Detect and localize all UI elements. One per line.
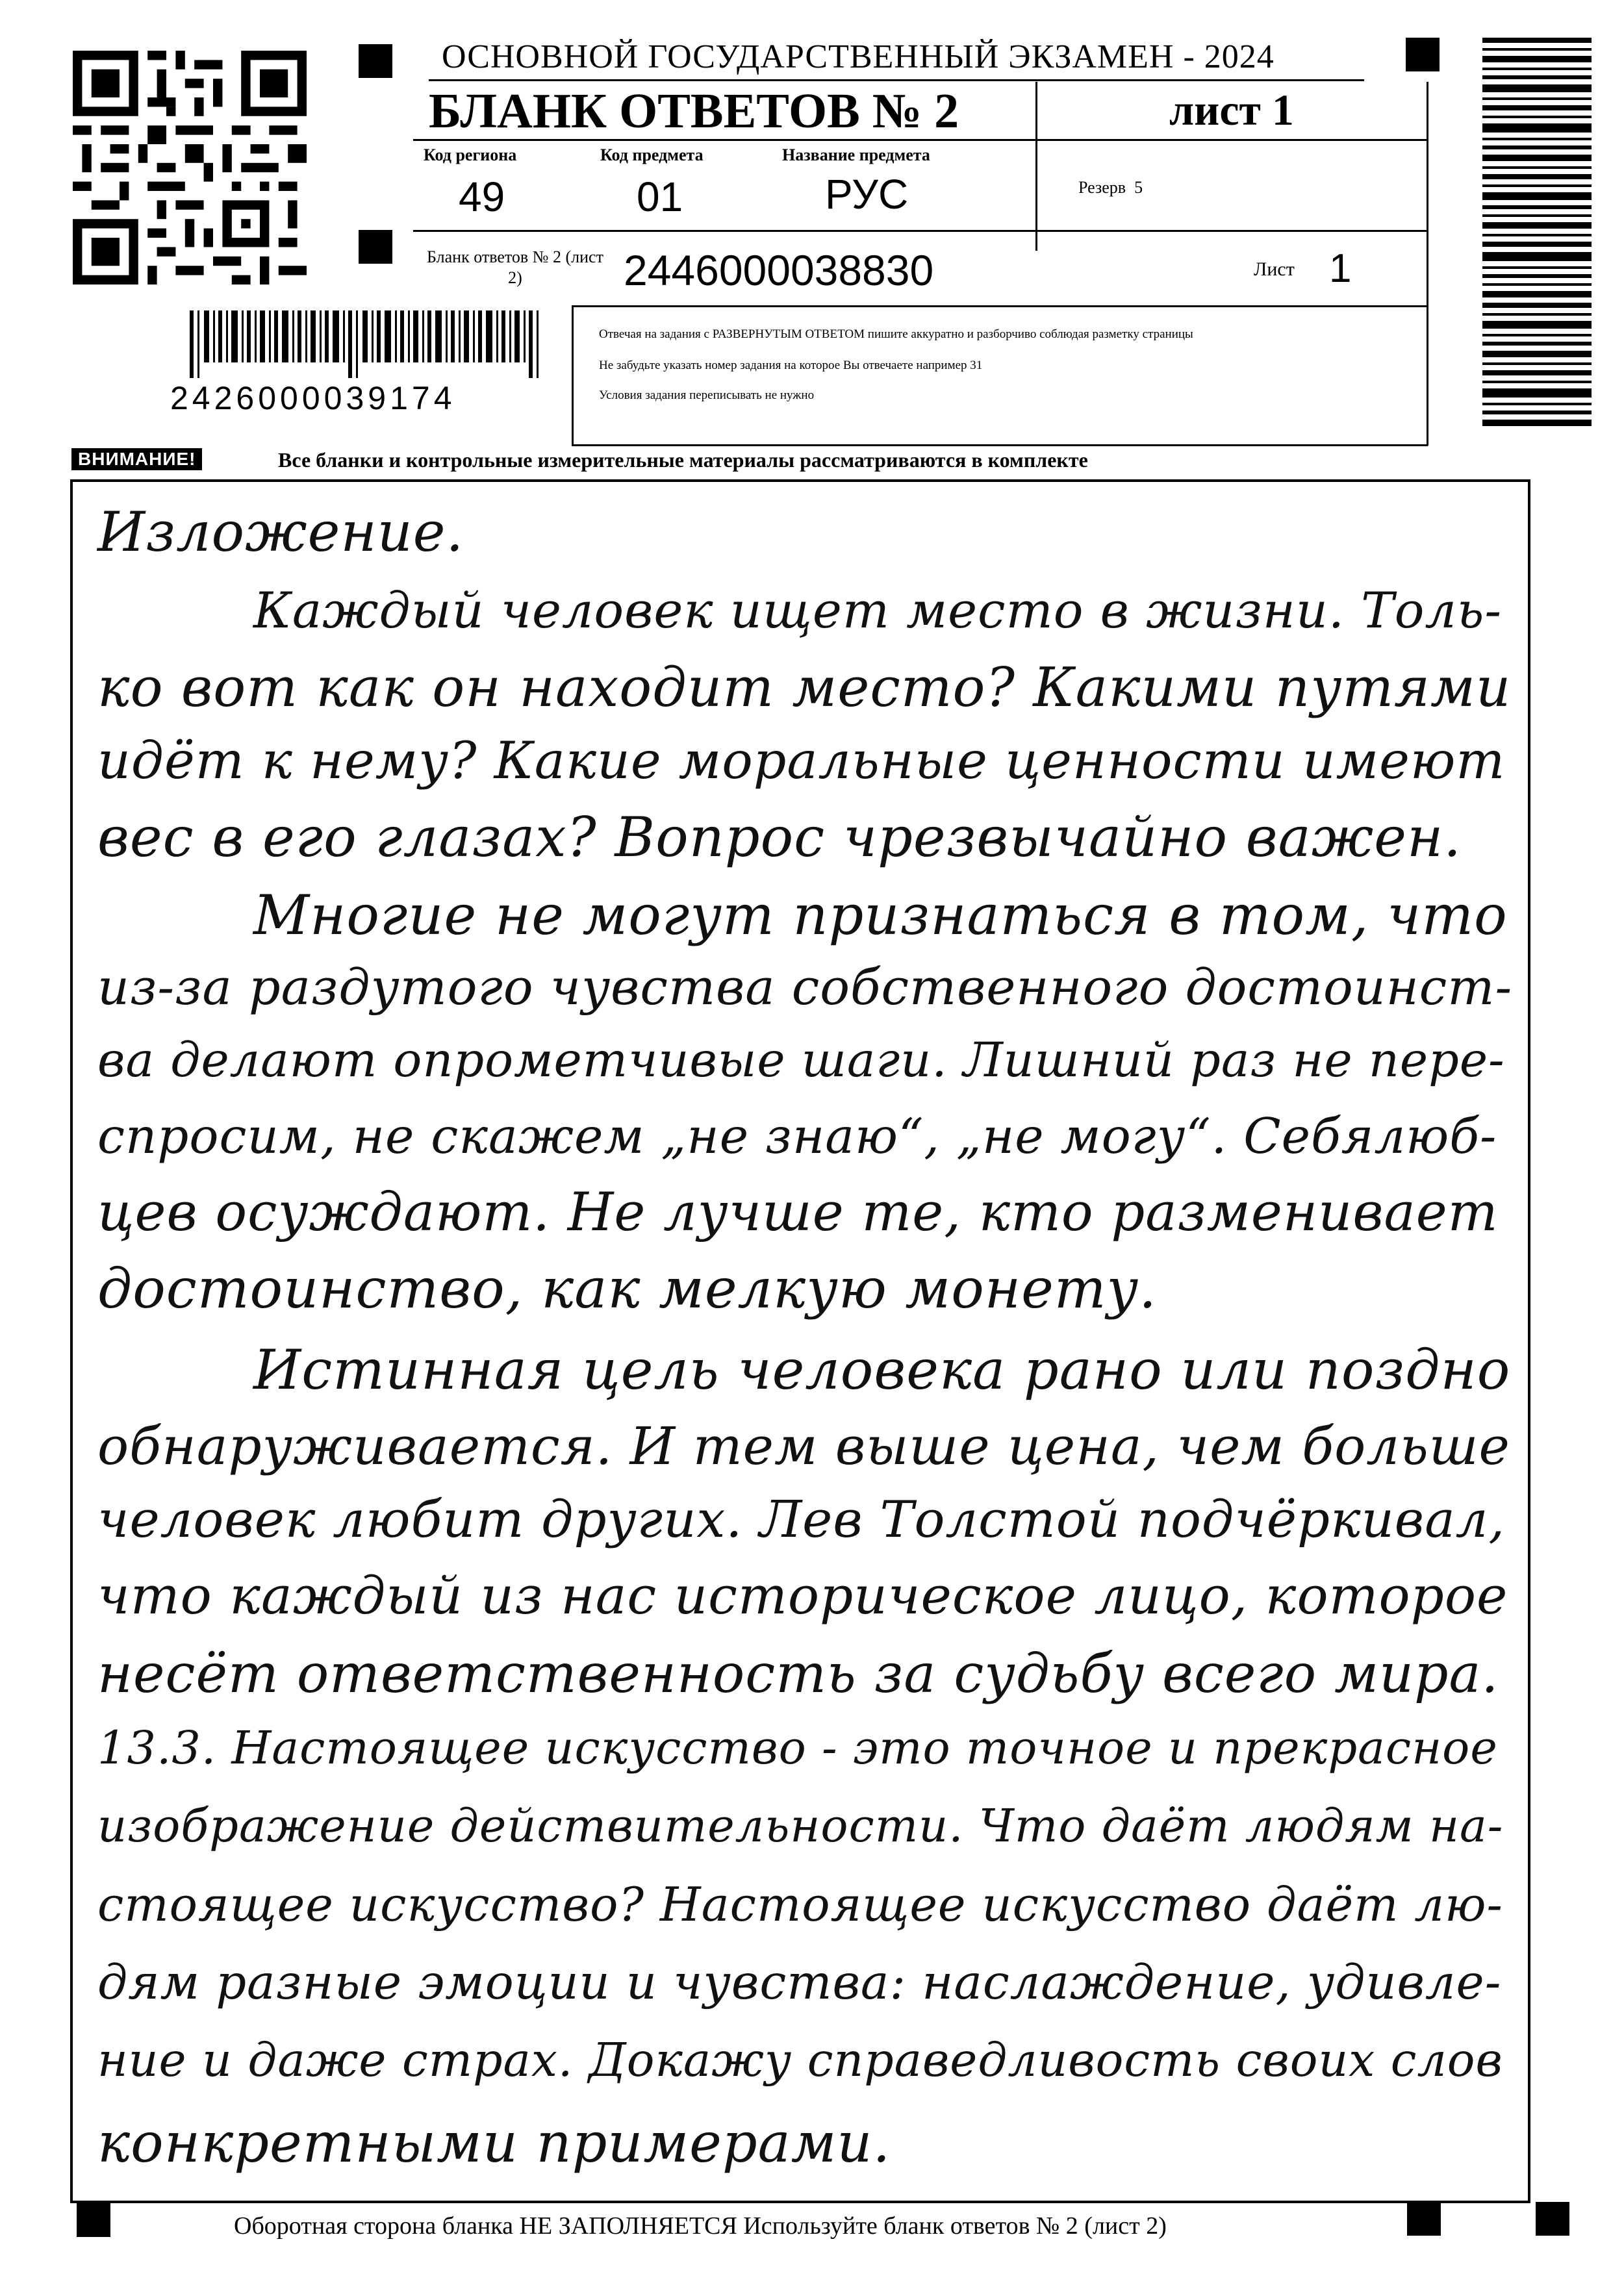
subject-code-value: 01 — [637, 173, 683, 220]
answer-line: человек любит других. Лев Толстой подчёркивал, — [97, 1491, 1506, 1549]
answer-line: стоящее искусство? Настоящее искусство даёт лю- — [97, 1877, 1503, 1932]
answer-line: 13.3. Настоящее искусство - это точное и прекрасное — [97, 1721, 1498, 1775]
answer-line: Истинная цель человека рано или поздно — [253, 1338, 1511, 1402]
divider — [429, 79, 1364, 81]
divider — [572, 444, 1428, 446]
registration-marker — [1536, 2202, 1569, 2236]
instruction-line: Отвечая на задания с РАЗВЕРНУТЫМ ОТВЕТОМ пишите аккуратно и разборчиво соблюдая разметку страницы — [599, 327, 1193, 341]
answer-line: конкретными примерами. — [97, 2111, 891, 2175]
answer-line: Многие не могут признаться в том, что — [253, 883, 1508, 947]
divider — [413, 230, 1427, 232]
divider — [1427, 82, 1428, 446]
registration-marker — [1407, 2202, 1441, 2236]
list-label: Лист — [1254, 259, 1295, 280]
linked-form-label: Бланк ответов № 2 (лист 2) — [427, 247, 603, 287]
form-title: БЛАНК ОТВЕТОВ № 2 — [429, 84, 959, 138]
subject-code-label: Код предмета — [600, 145, 704, 164]
region-code-value: 49 — [459, 173, 505, 220]
barcode-number: 2426000039174 — [170, 380, 456, 416]
form-barcode — [190, 310, 540, 378]
answer-line: Изложение. — [97, 500, 464, 564]
answer-line: ва делают опрометчивые шаги. Лишний раз не пере- — [97, 1033, 1505, 1088]
exam-title: ОСНОВНОЙ ГОСУДАРСТВЕННЫЙ ЭКЗАМЕН - 2024 — [442, 38, 1275, 75]
answer-line: изображение действительности. Что даёт людям на- — [97, 1799, 1504, 1852]
divider — [572, 305, 574, 446]
answer-line: несёт ответственность за судьбу всего мира. — [97, 1643, 1499, 1705]
registration-marker — [77, 2203, 110, 2237]
answer-line: из-за раздутого чувства собственного достоинст- — [97, 958, 1513, 1016]
answer-line: достоинство, как мелкую монету. — [97, 1257, 1157, 1320]
registration-marker — [1406, 38, 1440, 71]
divider — [1035, 82, 1037, 251]
attention-text: Все бланки и контрольные измерительные материалы рассматриваются в комплекте — [278, 448, 1088, 472]
footer-note: Оборотная сторона бланка НЕ ЗАПОЛНЯЕТСЯ Используйте бланк ответов № 2 (лист 2) — [234, 2212, 1167, 2240]
instruction-line: Условия задания переписывать не нужно — [599, 388, 815, 402]
region-code-label: Код региона — [424, 145, 517, 164]
list-number: 1 — [1329, 246, 1352, 291]
linked-form-number: 2446000038830 — [624, 246, 934, 294]
side-barcode — [1482, 38, 1592, 427]
subject-name-value: РУС — [825, 171, 909, 218]
divider — [413, 139, 1427, 141]
qr-code — [73, 51, 307, 284]
answer-line: спросим, не скажем „не знаю“, „не могу“. Себялюб- — [97, 1107, 1497, 1165]
reserve-field — [1078, 178, 1143, 197]
answer-line: цев осуждают. Не лучше те, кто разменивает — [97, 1182, 1499, 1243]
instruction-line: Не забудьте указать номер задания на которое Вы отвечаете например 31 — [599, 359, 983, 372]
subject-name-label: Название предмета — [782, 145, 930, 164]
answer-line: ко вот как он находит место? Какими путями — [97, 656, 1512, 719]
registration-marker — [359, 230, 392, 264]
sheet-title: лист 1 — [1169, 85, 1294, 134]
answer-line: вес в его глазах? Вопрос чрезвычайно важен. — [97, 805, 1462, 869]
answer-line: обнаруживается. И тем выше цена, чем больше — [97, 1416, 1510, 1476]
reserve-label: Резерв — [1078, 178, 1126, 197]
attention-badge: ВНИМАНИЕ! — [71, 448, 202, 470]
answer-line: что каждый из нас историческое лицо, которое — [97, 1565, 1508, 1626]
divider — [572, 305, 1427, 307]
registration-marker — [359, 44, 392, 78]
answer-line: ние и даже страх. Докажу справедливость своих слов — [97, 2033, 1503, 2087]
answer-line: Каждый человек ищет место в жизни. Толь- — [253, 581, 1503, 639]
answer-line: дям разные эмоции и чувства: наслаждение, удивле- — [97, 1955, 1502, 2010]
answer-line: идёт к нему? Какие моральные ценности имеют — [97, 731, 1506, 790]
reserve-value: 5 — [1134, 178, 1143, 197]
